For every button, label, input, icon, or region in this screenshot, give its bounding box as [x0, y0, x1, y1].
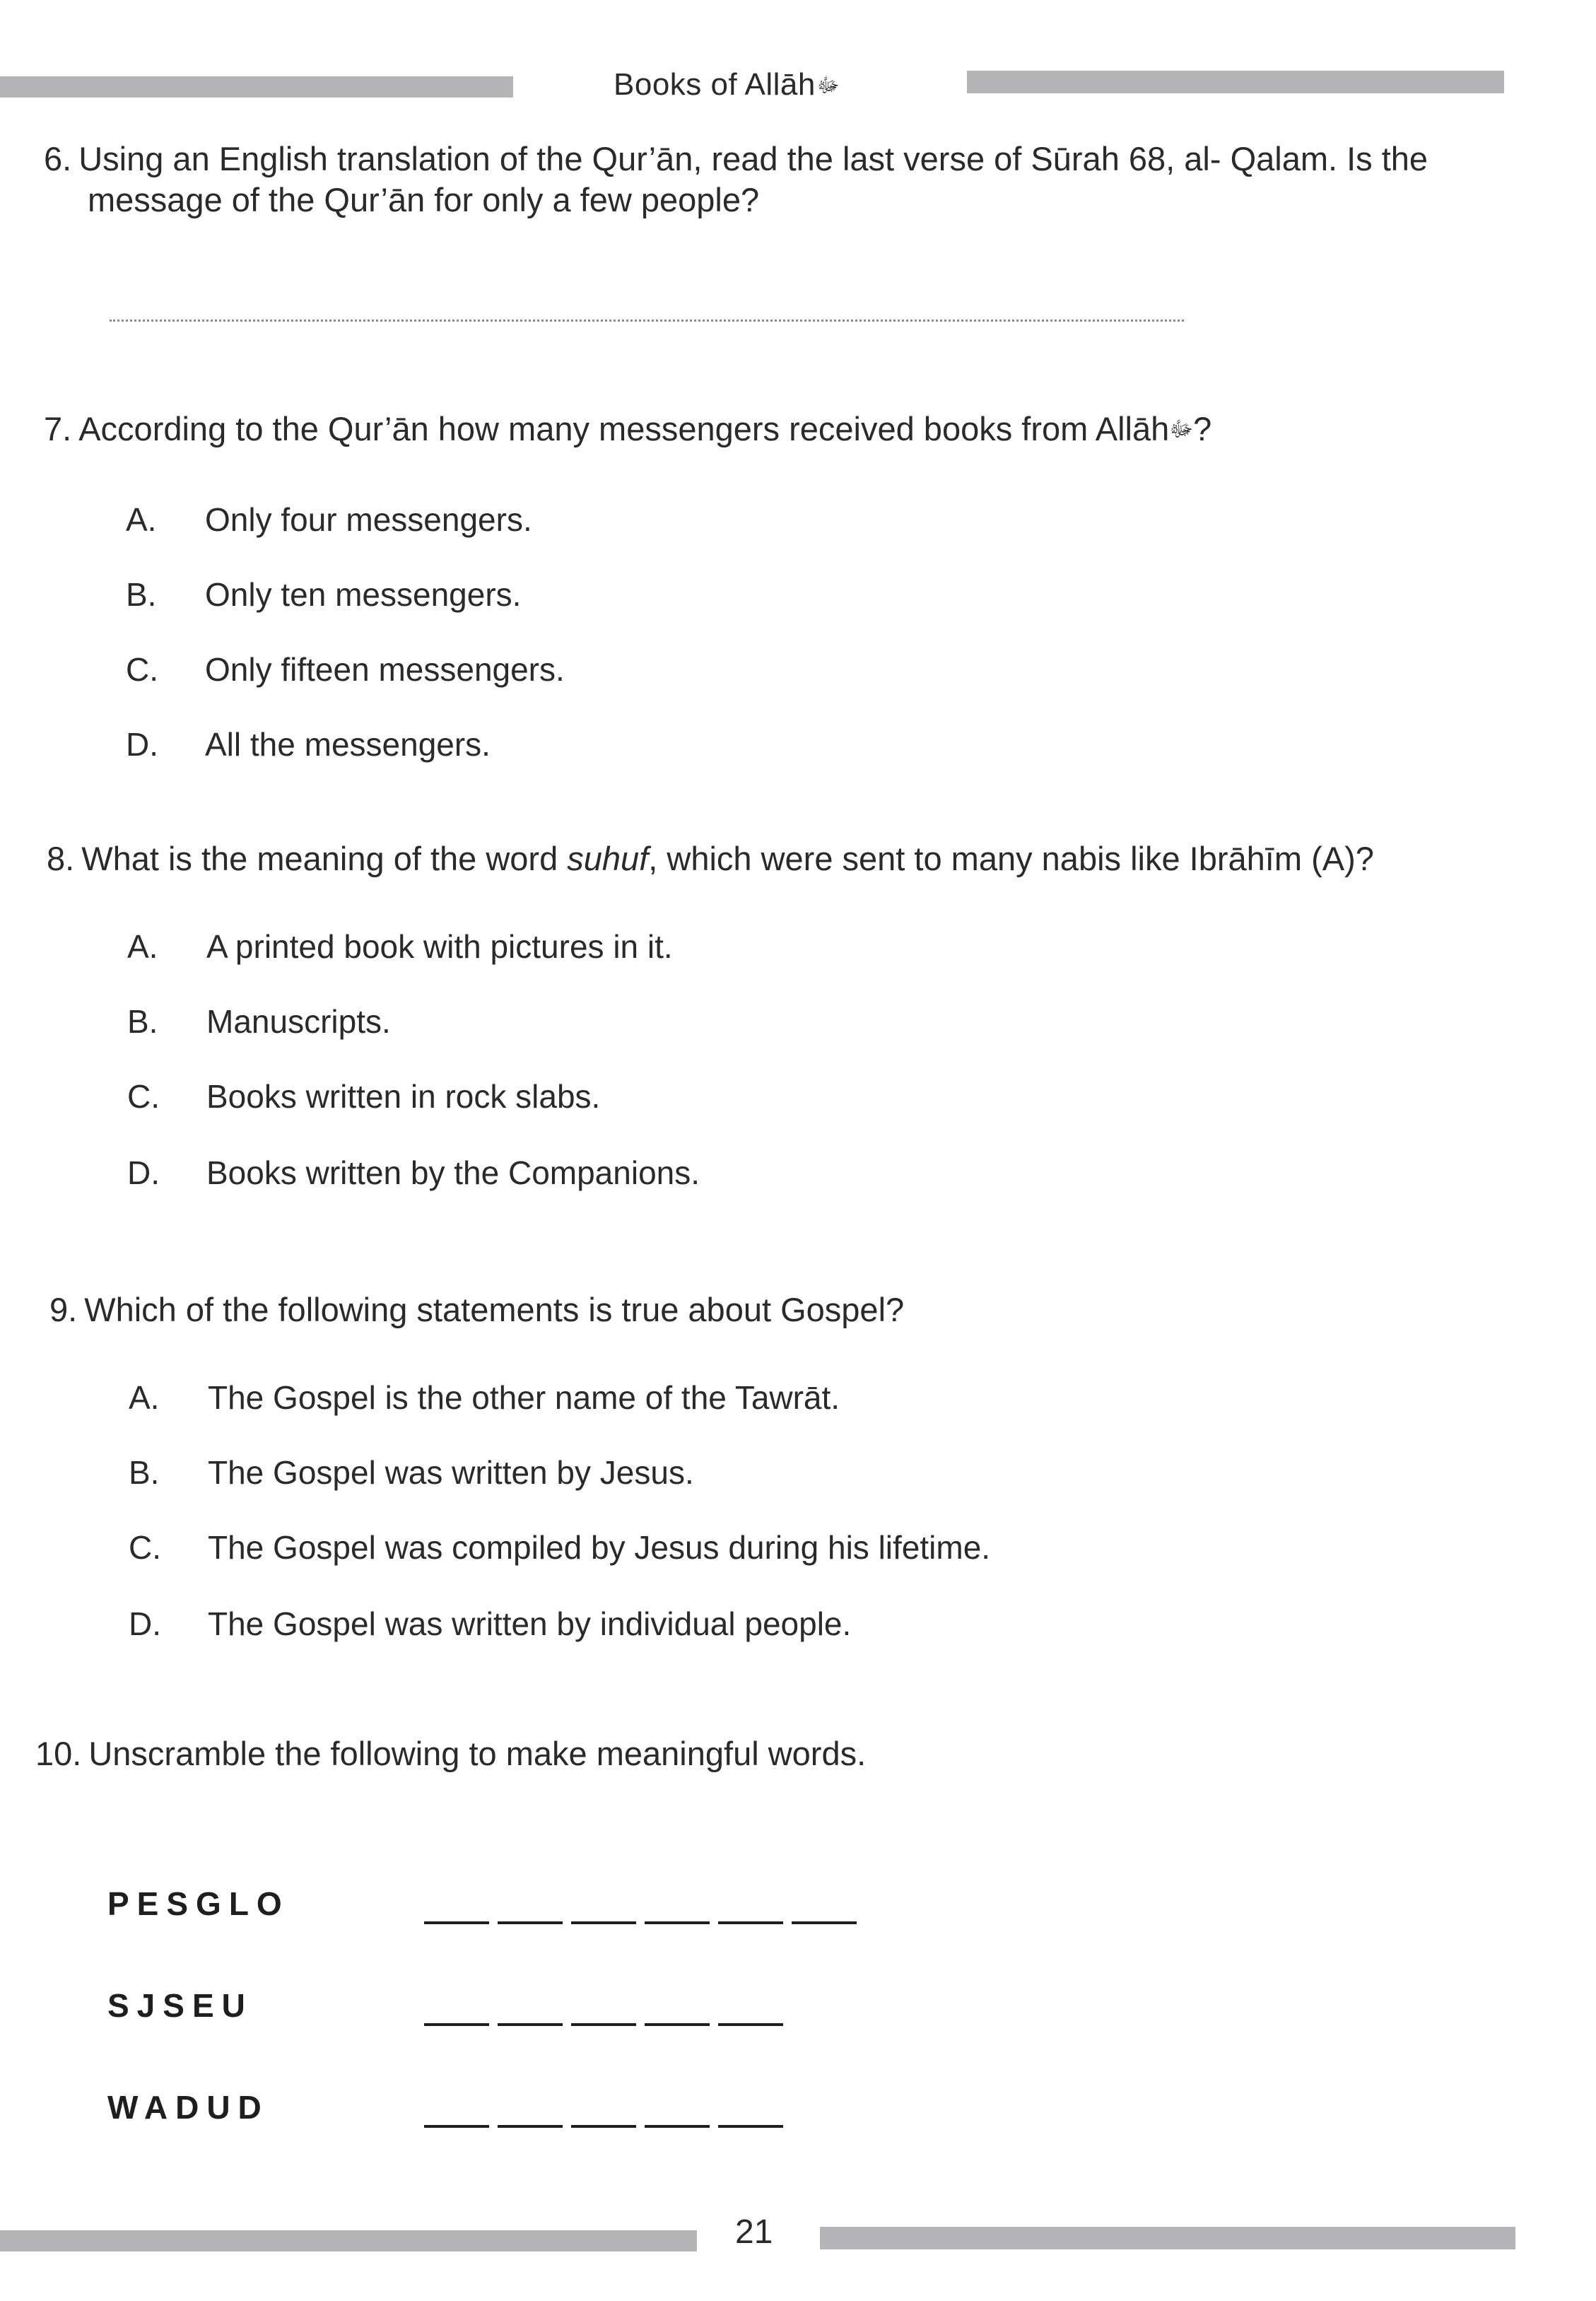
- option-c[interactable]: [129, 1527, 990, 1568]
- option-text: A printed book with pictures in it.: [206, 928, 673, 965]
- option-text: Only fifteen messengers.: [205, 651, 565, 688]
- question-7: [44, 409, 1211, 450]
- question-text-end: , which were sent to many nabis like Ibrāhīm (A)?: [648, 840, 1374, 877]
- option-letter: B.: [126, 576, 157, 613]
- option-c[interactable]: [126, 649, 565, 690]
- letter-blank[interactable]: [645, 2125, 710, 2128]
- question-number: 10.: [35, 1735, 82, 1772]
- question-text-end: ?: [1193, 410, 1212, 447]
- option-b[interactable]: [127, 1001, 391, 1042]
- option-b[interactable]: [129, 1452, 694, 1493]
- header-bar-left: [0, 76, 513, 98]
- option-letter: A.: [129, 1379, 160, 1416]
- option-d[interactable]: [126, 724, 491, 765]
- question-9: [49, 1289, 904, 1330]
- question-8: [47, 838, 1374, 879]
- letter-blank[interactable]: [571, 1921, 636, 1924]
- scrambled-word: PESGLO: [107, 1885, 290, 1922]
- option-text: All the messengers.: [205, 726, 491, 763]
- option-text: The Gospel was written by individual people.: [208, 1605, 852, 1642]
- letter-blank[interactable]: [424, 2023, 489, 2026]
- question-text: Which of the following statements is true about Gospel?: [84, 1291, 905, 1328]
- running-head-title: Books of Allāh: [614, 67, 816, 102]
- letter-blank[interactable]: [498, 2125, 563, 2128]
- letter-blank[interactable]: [424, 2125, 489, 2128]
- letter-blank[interactable]: [645, 2023, 710, 2026]
- question-number: 6.: [44, 140, 72, 177]
- option-b[interactable]: [126, 574, 521, 615]
- allah-glorification-mark: ﷻ: [1169, 418, 1194, 441]
- option-letter: D.: [129, 1605, 161, 1642]
- option-d[interactable]: [127, 1152, 700, 1193]
- option-text: Only four messengers.: [205, 501, 532, 538]
- letter-blank[interactable]: [718, 1921, 783, 1924]
- answer-line[interactable]: [110, 320, 1184, 322]
- answer-blanks[interactable]: [424, 2125, 783, 2128]
- option-letter: B.: [127, 1003, 158, 1040]
- option-letter: C.: [126, 651, 158, 688]
- running-head: [614, 67, 839, 103]
- letter-blank[interactable]: [718, 2125, 783, 2128]
- option-a[interactable]: [126, 499, 532, 540]
- option-a[interactable]: [127, 926, 673, 967]
- letter-blank[interactable]: [571, 2023, 636, 2026]
- option-text: The Gospel was compiled by Jesus during his lifetime.: [208, 1529, 991, 1566]
- letter-blank[interactable]: [424, 1921, 489, 1924]
- question-number: 8.: [47, 840, 75, 877]
- header-bar-right: [967, 71, 1504, 93]
- question-term: suhuf: [567, 840, 649, 877]
- option-a[interactable]: [129, 1377, 840, 1418]
- option-d[interactable]: [129, 1603, 851, 1644]
- question-text-continued: message of the Qur’ān for only a few people?: [88, 181, 760, 218]
- option-letter: C.: [127, 1078, 160, 1115]
- letter-blank[interactable]: [718, 2023, 783, 2026]
- option-text: Books written in rock slabs.: [206, 1078, 601, 1115]
- question-text: Unscramble the following to make meaningful words.: [88, 1735, 867, 1772]
- option-text: The Gospel was written by Jesus.: [208, 1454, 694, 1491]
- letter-blank[interactable]: [498, 2023, 563, 2026]
- letter-blank[interactable]: [498, 1921, 563, 1924]
- letter-blank[interactable]: [645, 1921, 710, 1924]
- question-number: 9.: [49, 1291, 78, 1328]
- question-6: [44, 139, 1428, 221]
- footer-bar-left: [0, 2230, 697, 2252]
- option-letter: B.: [129, 1454, 160, 1491]
- letter-blank[interactable]: [571, 2125, 636, 2128]
- option-letter: D.: [126, 726, 158, 763]
- question-text: What is the meaning of the word: [81, 840, 568, 877]
- option-text: The Gospel is the other name of the Tawrāt.: [208, 1379, 840, 1416]
- option-letter: A.: [127, 928, 158, 965]
- letter-blank[interactable]: [792, 1921, 857, 1924]
- answer-blanks[interactable]: [424, 2023, 783, 2026]
- footer-bar-right: [820, 2227, 1515, 2249]
- option-text: Books written by the Companions.: [206, 1154, 700, 1191]
- question-10: [35, 1733, 866, 1774]
- option-letter: D.: [127, 1154, 160, 1191]
- option-c[interactable]: [127, 1076, 600, 1117]
- allah-glorification-mark: ﷻ: [816, 74, 840, 96]
- option-letter: A.: [126, 501, 157, 538]
- scrambled-word: WADUD: [107, 2089, 269, 2126]
- option-text: Manuscripts.: [206, 1003, 391, 1040]
- question-text: According to the Qur’ān how many messengers received books from Allāh: [78, 410, 1170, 447]
- question-text: Using an English translation of the Qur’ān, read the last verse of Sūrah 68, al- Qalam. Is the: [78, 140, 1428, 177]
- page-number: 21: [735, 2213, 773, 2251]
- scrambled-word: SJSEU: [107, 1987, 253, 2024]
- option-letter: C.: [129, 1529, 161, 1566]
- answer-blanks[interactable]: [424, 1921, 857, 1924]
- question-number: 7.: [44, 410, 72, 447]
- option-text: Only ten messengers.: [205, 576, 522, 613]
